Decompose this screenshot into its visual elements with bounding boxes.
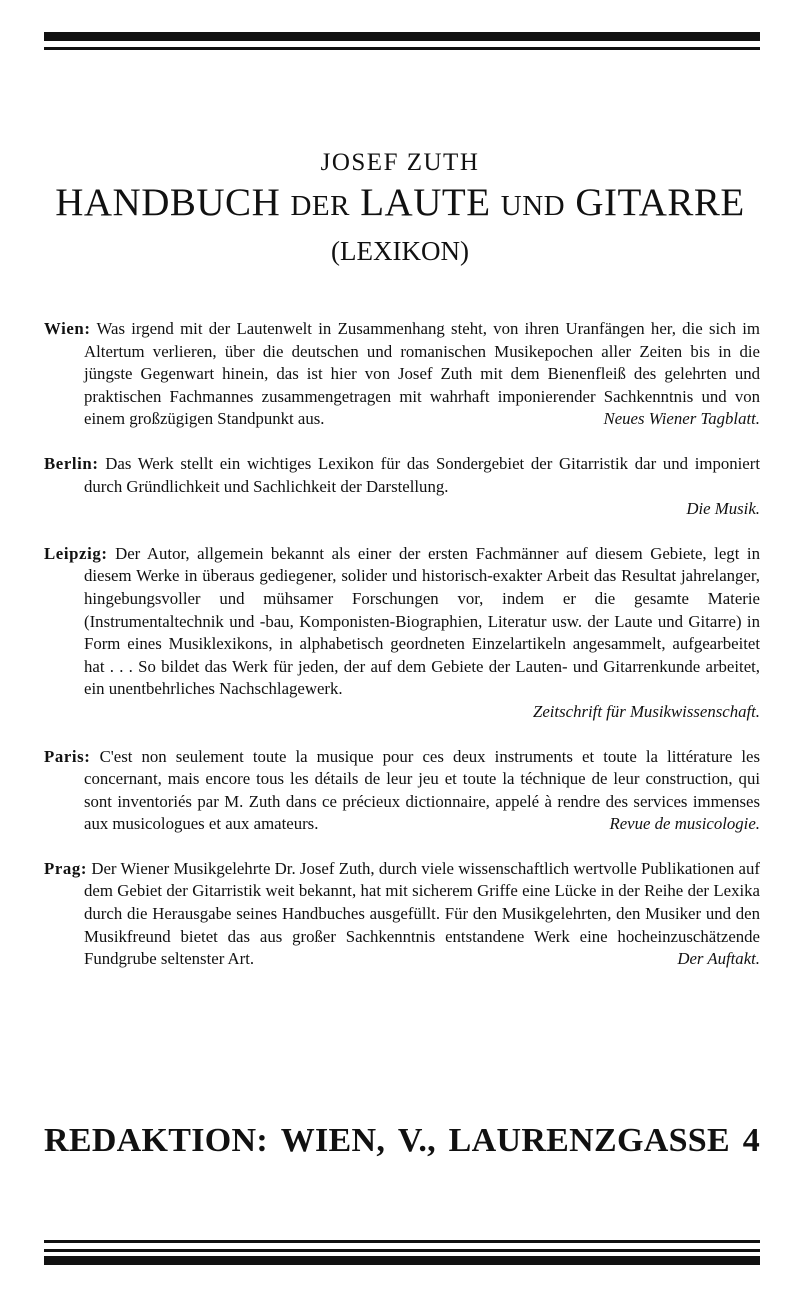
review-city: Prag: <box>44 858 88 878</box>
publisher-address <box>44 1122 760 1160</box>
title-word-und: UND <box>500 190 566 222</box>
review-text: C'est non seulement toute la musique pour ces deux instruments et toute la littérature les concernant, mais encore tous les détails de leur jeu et toute la téchnique de leur construction, qui sont inventoriés par M. Zuth dans ce précieux dictionnaire, appelé à rendre des services immenses aux musicologues et aux amateurs. <box>84 746 760 834</box>
footer-word-number: 4 <box>742 1122 760 1159</box>
review-city: Paris: <box>44 746 91 766</box>
book-title <box>0 180 800 229</box>
bottom-border-rules <box>44 1240 760 1265</box>
footer-word-district: V., <box>397 1122 436 1159</box>
review-source: Zeitschrift für Musikwissenschaft. <box>532 701 760 721</box>
title-word-laute: LAUTE <box>360 181 491 224</box>
review-leipzig <box>44 543 760 724</box>
review-city: Berlin: <box>44 453 99 473</box>
review-list <box>44 318 760 971</box>
title-block <box>0 146 800 271</box>
footer-word-street: LAURENZGASSE <box>448 1122 730 1159</box>
review-city: Leipzig: <box>44 543 108 563</box>
bottom-thin-rule-2 <box>44 1249 760 1252</box>
review-source: Revue de musicologie. <box>609 814 760 834</box>
review-paris <box>44 746 760 836</box>
review-text: Der Wiener Musikgelehrte Dr. Josef Zuth, durch viele wissenschaftlich wertvolle Publikationen auf dem Gebiet der Gitarristik weit bekannt, hat mit sicherem Griffe eine Lücke in der Reihe der Lexika durch die Herausgabe seines Handbuches ausgefüllt. Für den Musikgelehrten, den Musiker und den Musikfreund bietet das aus großer Sachkenntnis entstandene Werk eine hocheinzuschätzende Fundgrube seltenster Art. <box>84 858 760 969</box>
review-prag <box>44 858 760 971</box>
review-berlin <box>44 453 760 521</box>
author-name: JOSEF ZUTH <box>320 149 480 176</box>
footer-word-redaktion: REDAKTION: <box>44 1122 269 1159</box>
title-word-der: DER <box>290 190 350 222</box>
review-source: Die Musik. <box>686 499 760 519</box>
review-source: Der Auftakt. <box>677 949 760 969</box>
review-wien <box>44 318 760 431</box>
bottom-thick-rule <box>44 1256 760 1265</box>
bottom-thin-rule-1 <box>44 1240 760 1243</box>
top-border-rules <box>44 32 760 50</box>
title-word-handbuch: HANDBUCH <box>55 181 281 224</box>
review-text: Das Werk stellt ein wichtiges Lexikon für das Sondergebiet der Gitarristik dar und imponiert durch Gründlichkeit und Sachlichkeit der Darstellung. <box>84 453 760 496</box>
review-source: Neues Wiener Tagblatt. <box>603 409 760 429</box>
review-text: Was irgend mit der Lautenwelt in Zusammenhang steht, von ihren Uranfängen her, die sich im Altertum verlieren, über die deutschen und romanischen Musikepochen aller Zeiten bis in die jüngste Gegenwart hinein, das ist hier von Josef Zuth mit dem Bienenfleiß des gelehrten und praktischen Fachmannes zusammengetragen mit wahrhaft imponierender Sachkenntnis und von einem großzügigen Standpunkt aus. <box>84 319 760 429</box>
footer-word-wien: WIEN, <box>280 1122 386 1159</box>
top-thin-rule <box>44 47 760 50</box>
top-thick-rule <box>44 32 760 41</box>
book-subtitle: (LEXIKON) <box>331 236 469 266</box>
title-word-gitarre: GITARRE <box>575 181 745 224</box>
review-text: Der Autor, allgemein bekannt als einer der ersten Fachmänner auf diesem Gebiete, legt in diesem Werke in überaus gediegener, solider und historisch-exakter Arbeit das Resultat jahrelanger, hingebungsvoller und mühsamer Forschungen vor, indem er die gesamte Materie (Instrumentaltechnik und -bau, Komponisten-Biographien, Literatur usw. der Laute und Gitarre) in Form eines Musiklexikons, in alphabetisch geordneten Einzelartikeln angesammelt, aufgearbeitet hat . . . So bildet das Werk für jeden, der auf dem Gebiete der Lauten- und Gitarrenkunde arbeitet, ein unentbehrliches Nachschlagewerk. <box>84 543 760 699</box>
review-city: Wien: <box>44 319 91 338</box>
